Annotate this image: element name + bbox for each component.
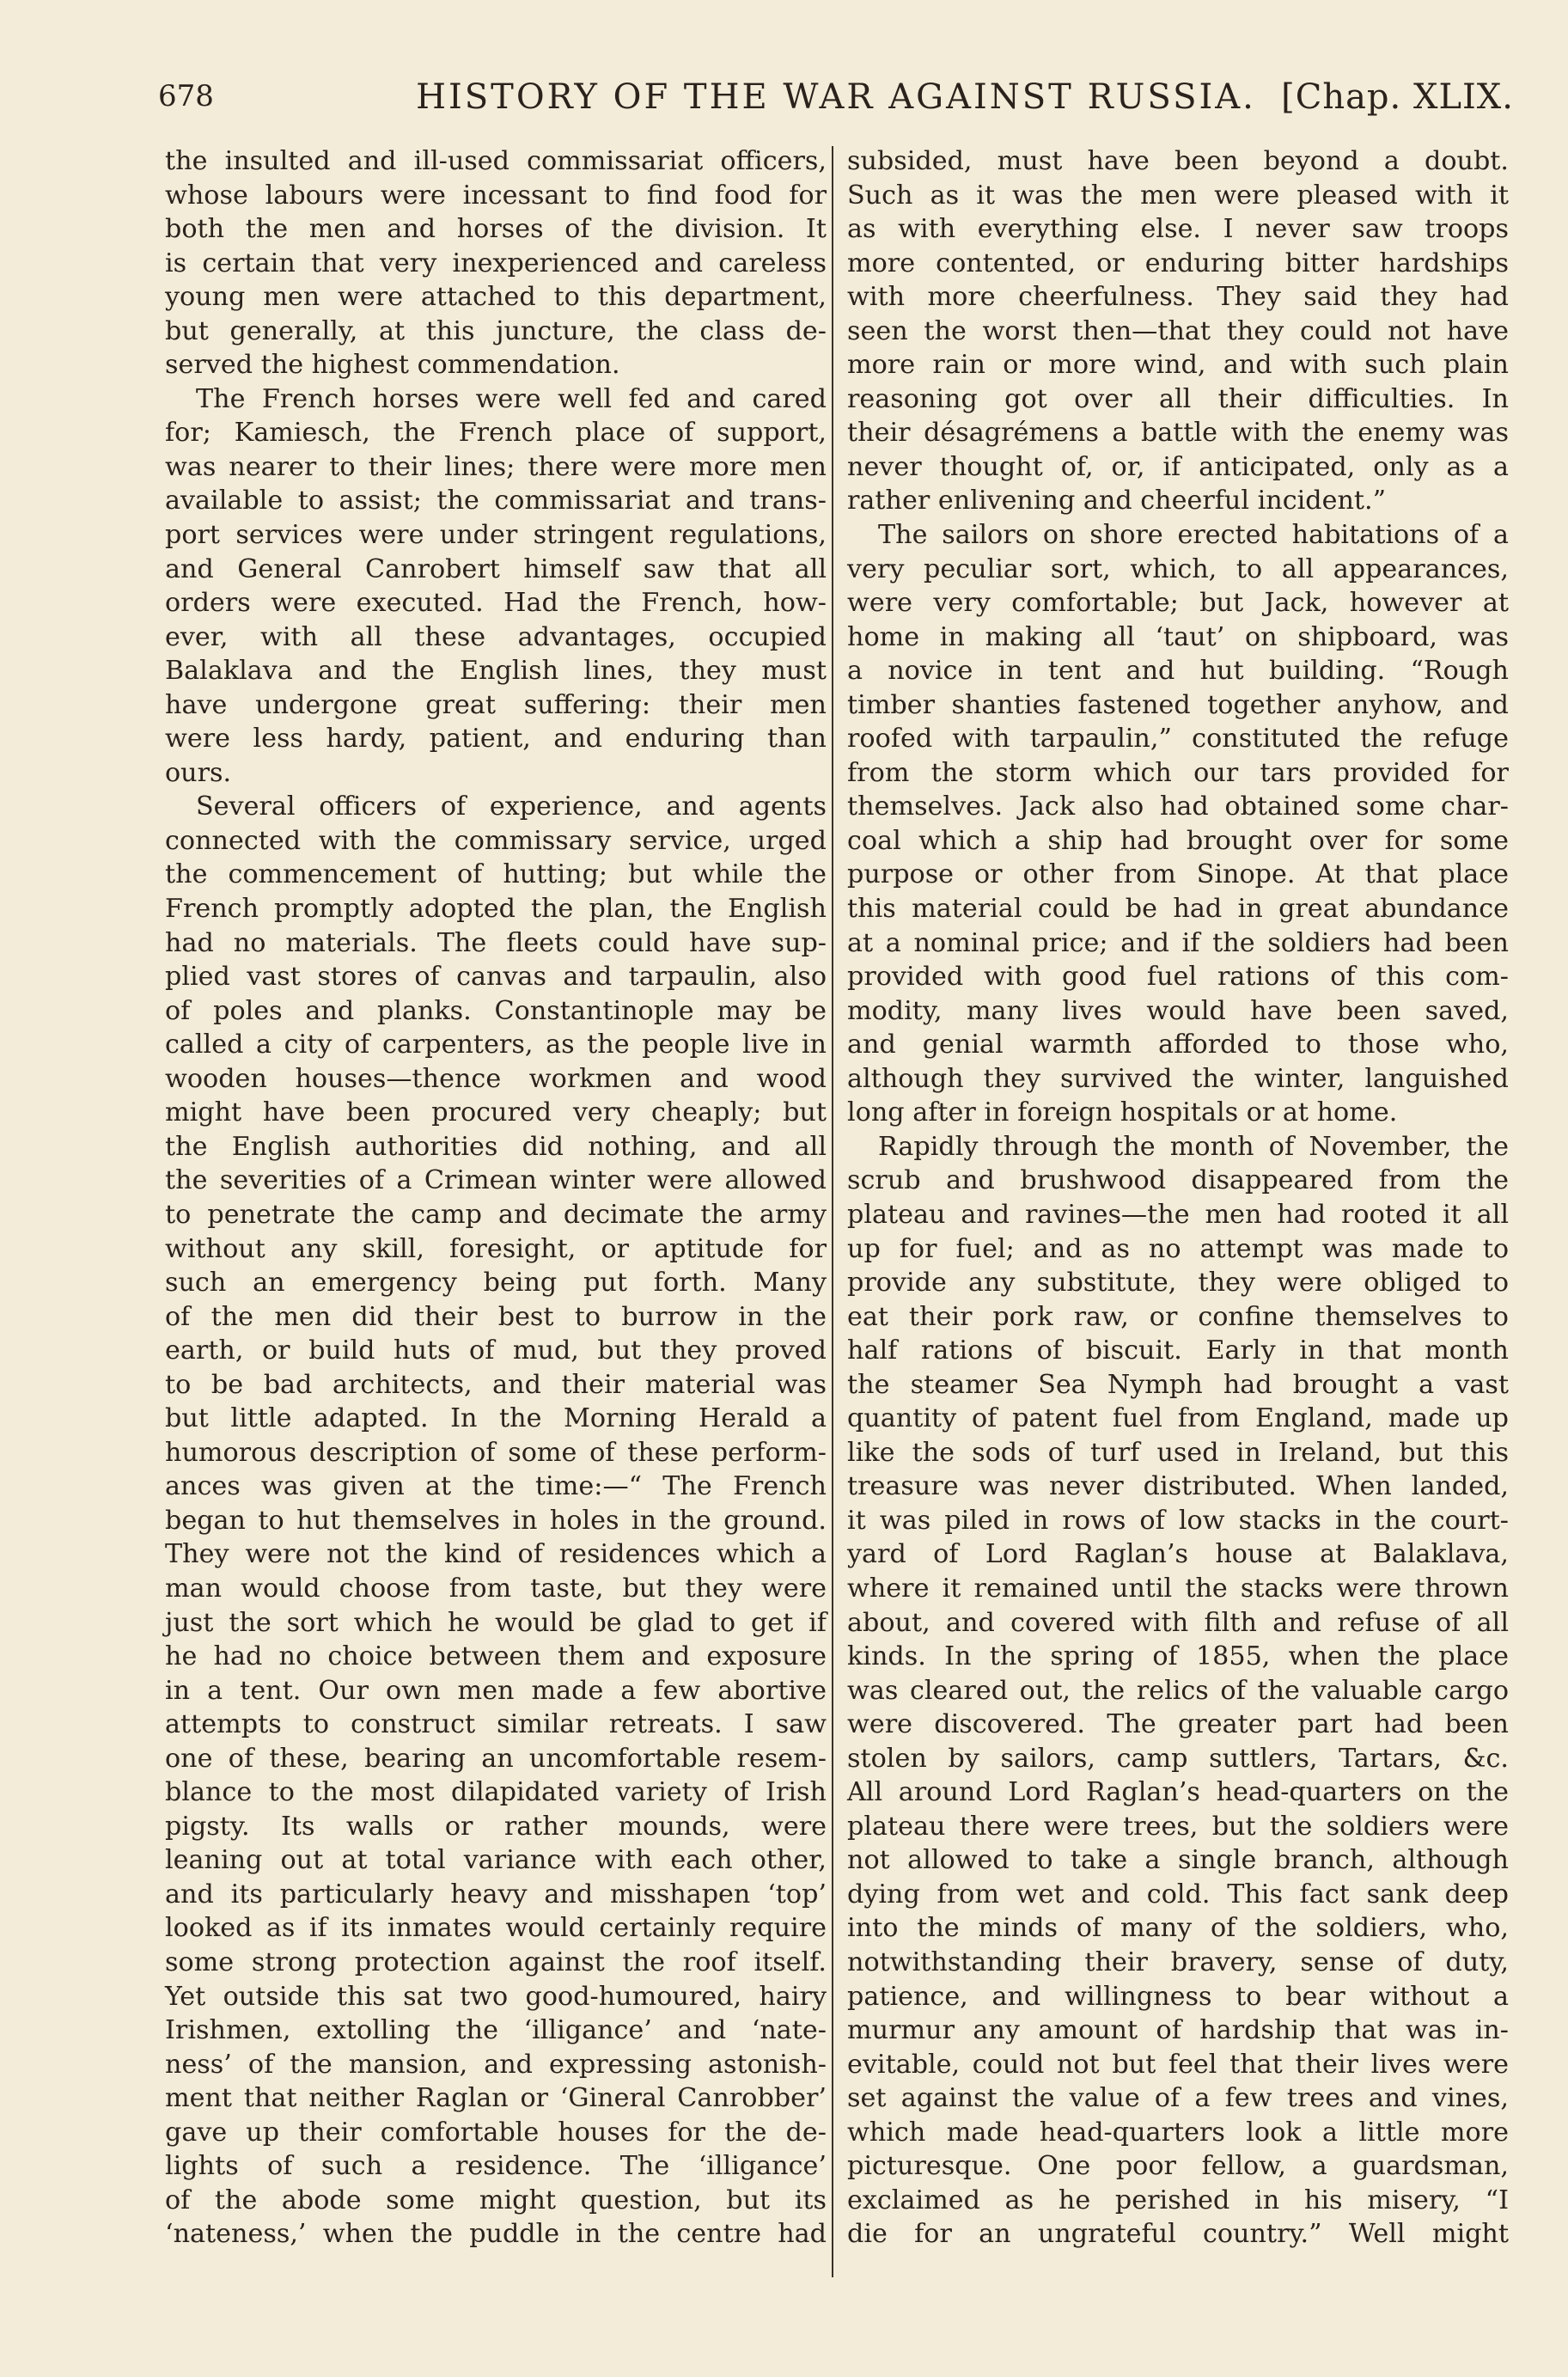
page-number: 678 — [158, 79, 214, 113]
text-line: for; Kamiesch, the French place of support, — [165, 418, 827, 449]
text-line: earth, or build huts of mud, but they proved — [165, 1335, 827, 1366]
text-line: set against the value of a few trees and vines, — [847, 2083, 1509, 2114]
text-line: rather enlivening and cheerful incident.” — [847, 486, 1387, 516]
text-line: the English authorities did nothing, and all — [165, 1131, 827, 1162]
text-line: to penetrate the camp and decimate the army — [165, 1199, 827, 1230]
text-line: from the storm which our tars provided for — [847, 757, 1509, 788]
text-line: provided with good fuel rations of this com- — [847, 962, 1509, 993]
text-line: in a tent. Our own men made a few abortive — [165, 1675, 827, 1706]
text-line: called a city of carpenters, as the people live in — [165, 1030, 827, 1060]
text-line: he had no choice between them and exposure — [165, 1641, 827, 1672]
text-line: very peculiar sort, which, to all appearances, — [847, 553, 1509, 584]
text-line: yard of Lord Raglan’s house at Balaklava, — [847, 1539, 1509, 1570]
text-line: were very comfortable; but Jack, however at — [847, 588, 1509, 619]
text-line: began to hut themselves in holes in the ground. — [165, 1505, 827, 1536]
text-line: and its particularly heavy and misshapen ‘top’ — [165, 1879, 827, 1910]
text-line: die for an ungrateful country.” Well might — [847, 2219, 1509, 2250]
text-line: plied vast stores of canvas and tarpaulin, also — [165, 962, 827, 993]
text-line: evitable, could not but feel that their lives were — [847, 2049, 1509, 2080]
text-line: They were not the kind of residences which a — [165, 1539, 827, 1570]
text-line: ances was given at the time:—“ The French — [165, 1471, 827, 1502]
text-line: Such as it was the men were pleased with it — [847, 180, 1509, 211]
text-line: some strong protection against the roof itself. — [165, 1946, 827, 1977]
text-line: just the sort which he would be glad to get if — [165, 1607, 827, 1638]
text-line: seen the worst then—that they could not have — [847, 315, 1509, 346]
text-line: port services were under stringent regulations, — [165, 520, 827, 551]
text-line: more rain or more wind, and with such plain — [847, 350, 1509, 381]
text-line: connected with the commissary service, urged — [165, 825, 827, 856]
text-line: dying from wet and cold. This fact sank deep — [847, 1879, 1509, 1910]
text-line: was nearer to their lines; there were more men — [165, 451, 827, 482]
text-line: The French horses were well fed and cared — [196, 383, 827, 414]
text-line: at a nominal price; and if the soldiers had been — [847, 927, 1509, 958]
text-line: ever, with all these advantages, occupied — [165, 621, 827, 652]
text-line: not allowed to take a single branch, although — [847, 1845, 1509, 1876]
text-line: as with everything else. I never saw troops — [847, 214, 1509, 245]
text-line: young men were attached to this department, — [165, 282, 827, 313]
running-header — [158, 72, 1514, 124]
text-line: modity, many lives would have been saved, — [847, 995, 1509, 1026]
text-line: subsided, must have been beyond a doubt. — [847, 146, 1509, 176]
text-line: timber shanties fastened together anyhow, and — [847, 689, 1509, 720]
text-line: Rapidly through the month of November, the — [878, 1131, 1509, 1162]
text-line: wooden houses—thence workmen and wood — [165, 1063, 827, 1094]
text-line: served the highest commendation. — [165, 350, 620, 381]
text-line: attempts to construct similar retreats. I saw — [165, 1709, 827, 1740]
column-divider — [832, 146, 833, 2277]
text-line: of the abode some might question, but its — [165, 2185, 827, 2215]
text-line: treasure was never distributed. When landed, — [847, 1471, 1509, 1502]
text-line: coal which a ship had brought over for some — [847, 825, 1509, 856]
text-line: Irishmen, extolling the ‘illigance’ and ‘nate- — [165, 2015, 827, 2046]
text-line: notwithstanding their bravery, sense of duty, — [847, 1946, 1509, 1977]
text-line: the insulted and ill-used commissariat officers, — [165, 146, 827, 176]
text-line: available to assist; the commissariat and trans- — [165, 486, 827, 516]
text-line: picturesque. One poor fellow, a guardsman, — [847, 2151, 1509, 2182]
text-line: ‘nateness,’ when the puddle in the centre had — [165, 2219, 827, 2250]
text-line: eat their pork raw, or confine themselves to — [847, 1301, 1509, 1332]
text-line: is certain that very inexperienced and careless — [165, 247, 827, 278]
text-line: purpose or other from Sinope. At that place — [847, 859, 1509, 890]
chapter-label: [Chap. XLIX. — [1281, 77, 1514, 117]
text-line: such an emergency being put forth. Many — [165, 1268, 827, 1298]
text-line: whose labours were incessant to find food for — [165, 180, 827, 211]
text-line: quantity of patent fuel from England, made up — [847, 1403, 1509, 1434]
text-line: The sailors on shore erected habitations of a — [878, 520, 1509, 551]
text-line: the commencement of hutting; but while the — [165, 859, 827, 890]
text-line: more contented, or enduring bitter hardships — [847, 247, 1509, 278]
text-line: half rations of biscuit. Early in that month — [847, 1335, 1509, 1366]
text-line: of poles and planks. Constantinople may be — [165, 995, 827, 1026]
text-line: lights of such a residence. The ‘illigance’ — [165, 2151, 827, 2182]
text-line: plateau there were trees, but the soldiers were — [847, 1811, 1509, 1842]
text-line: Several officers of experience, and agents — [196, 791, 827, 822]
text-line: but little adapted. In the Morning Herald a — [165, 1403, 827, 1434]
text-line: the severities of a Crimean winter were allowed — [165, 1165, 827, 1196]
text-line: exclaimed as he perished in his misery, “I — [847, 2185, 1509, 2215]
text-line: without any skill, foresight, or aptitude for — [165, 1233, 827, 1264]
text-line: had no materials. The fleets could have sup- — [165, 927, 827, 958]
text-line: ours. — [165, 757, 232, 788]
text-line: about, and covered with filth and refuse of all — [847, 1607, 1509, 1638]
right-column — [847, 144, 1509, 2252]
text-line: All around Lord Raglan’s head-quarters on the — [847, 1777, 1509, 1808]
text-line: were less hardy, patient, and enduring than — [165, 724, 827, 755]
text-line: provide any substitute, they were obliged to — [847, 1268, 1509, 1298]
text-line: ness’ of the mansion, and expressing astonish- — [165, 2049, 827, 2080]
text-line: like the sods of turf used in Ireland, but this — [847, 1437, 1509, 1468]
left-column — [165, 144, 827, 2252]
text-line: blance to the most dilapidated variety of Irish — [165, 1777, 827, 1808]
text-line: up for fuel; and as no attempt was made to — [847, 1233, 1509, 1264]
text-line: Balaklava and the English lines, they must — [165, 656, 827, 687]
text-line: which made head-quarters look a little more — [847, 2117, 1509, 2148]
text-line: home in making all ‘taut’ on shipboard, was — [847, 621, 1509, 652]
text-line: both the men and horses of the division. It — [165, 214, 827, 245]
text-line: where it remained until the stacks were thrown — [847, 1573, 1509, 1604]
text-line: and General Canrobert himself saw that all — [165, 553, 827, 584]
text-line: ment that neither Raglan or ‘Gineral Canrobber’ — [165, 2083, 827, 2114]
text-line: leaning out at total variance with each other, — [165, 1845, 827, 1876]
text-line: humorous description of some of these perform- — [165, 1437, 827, 1468]
text-line: looked as if its inmates would certainly require — [165, 1913, 827, 1944]
text-line: their désagrémens a battle with the enemy was — [847, 418, 1509, 449]
text-line: might have been procured very cheaply; but — [165, 1097, 827, 1128]
text-line: to be bad architects, and their material was — [165, 1369, 827, 1400]
text-line: patience, and willingness to bear without a — [847, 1981, 1509, 2012]
text-line: gave up their comfortable houses for the de- — [165, 2117, 827, 2148]
text-line: the steamer Sea Nymph had brought a vast — [847, 1369, 1509, 1400]
text-line: roofed with tarpaulin,” constituted the refuge — [847, 724, 1509, 755]
text-line: have undergone great suffering: their men — [165, 689, 827, 720]
text-line: Yet outside this sat two good-humoured, hairy — [165, 1981, 827, 2012]
text-line: themselves. Jack also had obtained some char- — [847, 791, 1509, 822]
text-line: never thought of, or, if anticipated, only as a — [847, 451, 1509, 482]
text-line: it was piled in rows of low stacks in the court- — [847, 1505, 1509, 1536]
text-line: murmur any amount of hardship that was in- — [847, 2015, 1509, 2046]
text-line: French promptly adopted the plan, the English — [165, 894, 827, 925]
text-line: and genial warmth afforded to those who, — [847, 1030, 1509, 1060]
text-line: long after in foreign hospitals or at home. — [847, 1097, 1398, 1128]
text-line: was cleared out, the relics of the valuable cargo — [847, 1675, 1509, 1706]
text-line: but generally, at this juncture, the class de- — [165, 315, 827, 346]
text-line: into the minds of many of the soldiers, who, — [847, 1913, 1509, 1944]
text-line: man would choose from taste, but they were — [165, 1573, 827, 1604]
text-line: were discovered. The greater part had been — [847, 1709, 1509, 1740]
running-title: HISTORY OF THE WAR AGAINST RUSSIA. — [416, 77, 1256, 117]
text-line: orders were executed. Had the French, how- — [165, 588, 827, 619]
text-line: this material could be had in great abundance — [847, 894, 1509, 925]
text-line: a novice in tent and hut building. “Rough — [847, 656, 1509, 687]
text-line: pigsty. Its walls or rather mounds, were — [165, 1811, 827, 1842]
text-line: with more cheerfulness. They said they had — [847, 282, 1509, 313]
text-line: plateau and ravines—the men had rooted it all — [847, 1199, 1509, 1230]
text-line: one of these, bearing an uncomfortable resem- — [165, 1743, 827, 1774]
text-line: kinds. In the spring of 1855, when the place — [847, 1641, 1509, 1672]
text-line: scrub and brushwood disappeared from the — [847, 1165, 1509, 1196]
text-line: of the men did their best to burrow in the — [165, 1301, 827, 1332]
text-line: stolen by sailors, camp suttlers, Tartars, &c. — [847, 1743, 1509, 1774]
text-line: although they survived the winter, languished — [847, 1063, 1509, 1094]
text-line: reasoning got over all their difficulties. In — [847, 383, 1509, 414]
